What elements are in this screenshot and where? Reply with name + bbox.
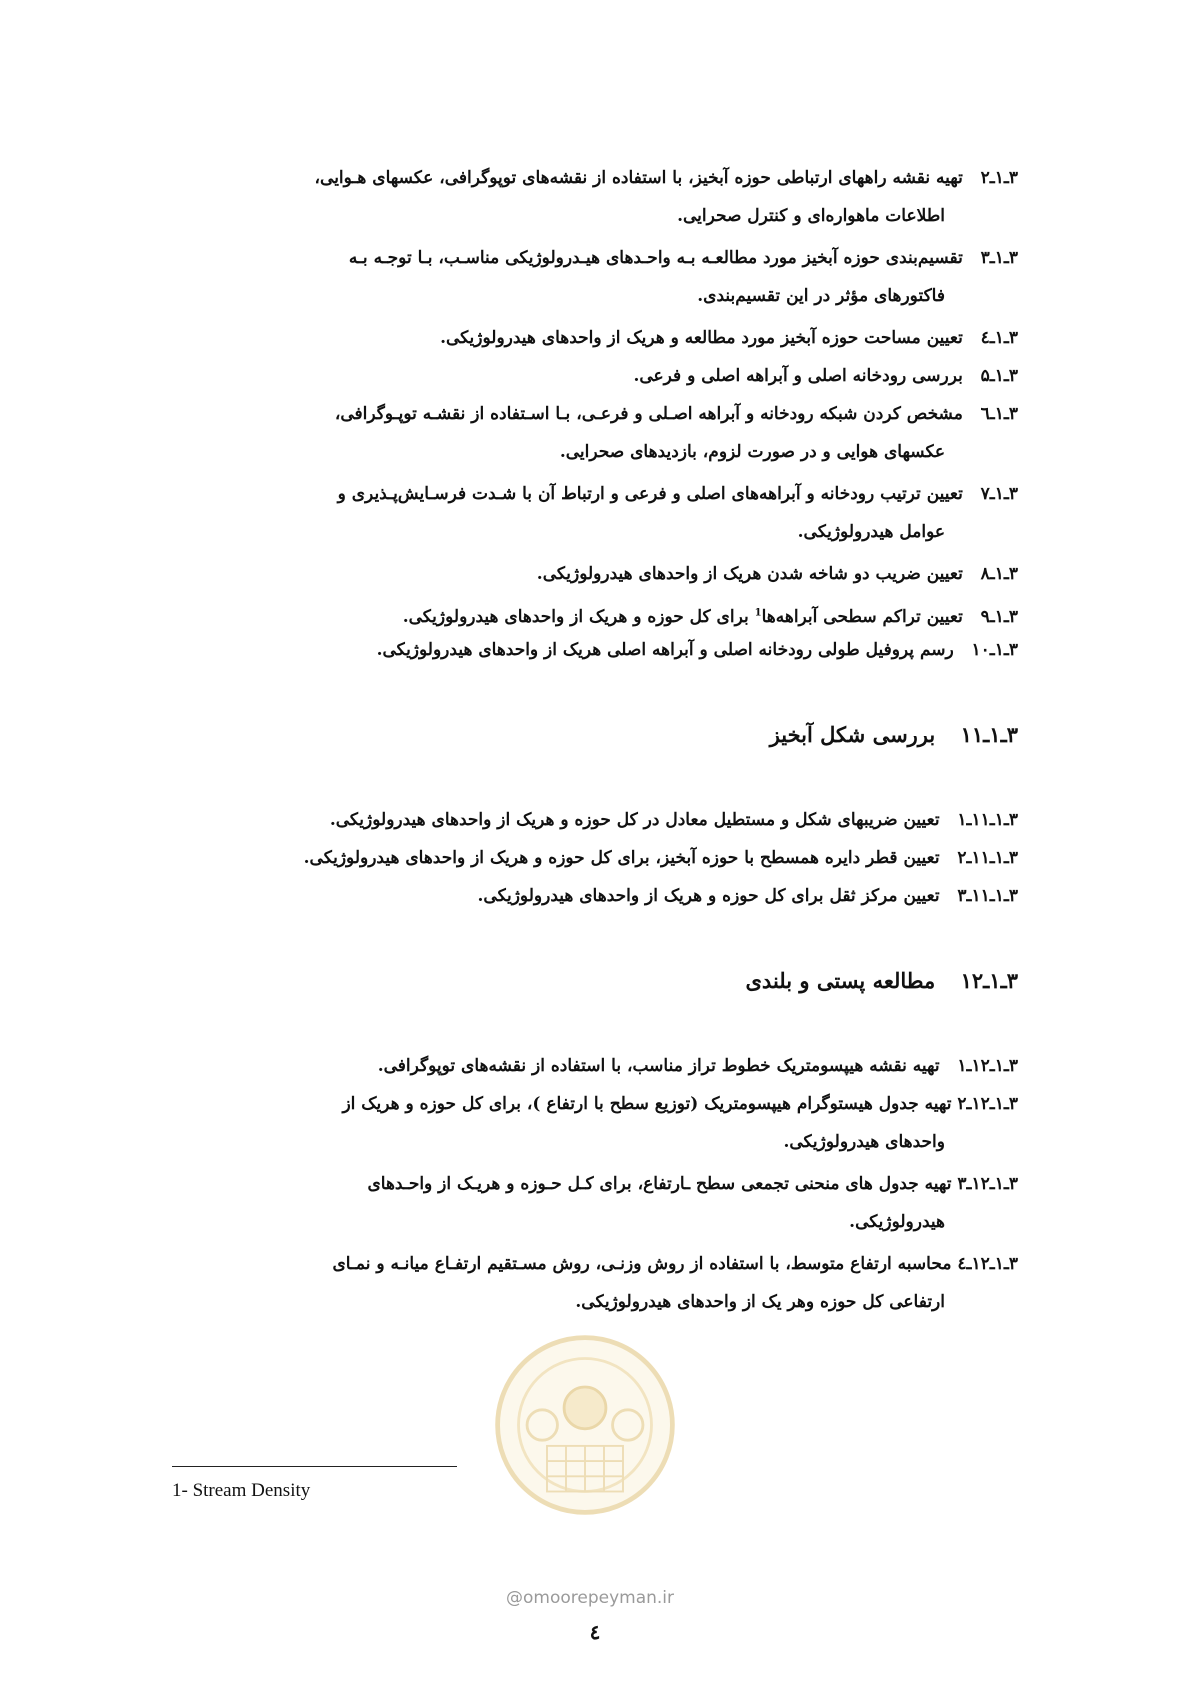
item-number: ۳ـ۱ـ۹ — [980, 606, 1018, 627]
item-text: تعیین مرکز ثقل برای کل حوزه و هریک از واحدهای هیدرولوژیکی. — [477, 886, 940, 906]
item-number: ۳ـ۱ـ۱۰ — [971, 640, 1018, 660]
item-text: تعیین مساحت حوزه آبخیز مورد مطالعه و هریک از واحدهای هیدرولوژیکی. — [440, 328, 963, 348]
item-number: ۳ـ۱ـ٤ — [980, 328, 1018, 348]
footnote: 1- Stream Density — [172, 1480, 311, 1501]
heading-number: ۳ـ۱ـ۱۱ — [960, 722, 1018, 747]
heading-title: مطالعه پستی و بلندی — [745, 968, 936, 993]
item-number: ۳ـ۱ـ۷ — [980, 484, 1018, 504]
list-item — [338, 476, 1018, 513]
item-number: ۳ـ۱ـ۱۱ـ۲ — [957, 848, 1018, 868]
list-item — [537, 556, 1018, 593]
heading-title: بررسی شکل آبخیز — [769, 722, 936, 747]
list-item — [335, 396, 1018, 433]
item-text: تهیه جدول های منحنی تجمعی سطح ـارتفاع، برای کـل حـوزه و هریـک از واحـدهای — [367, 1174, 952, 1194]
watermark-seal-icon — [490, 1330, 680, 1520]
list-item — [633, 358, 1018, 395]
item-number: ۳ـ۱ـ۸ — [980, 564, 1018, 584]
item-continuation: عکسهای هوایی و در صورت لزوم، بازدیدهای صحرایی. — [559, 442, 945, 462]
item-number: ۳ـ۱ـ٦ — [980, 404, 1018, 424]
item-text: محاسبه ارتفاع متوسط، با استفاده از روش وزنـی، روش مسـتقیم ارتفـاع میانـه و نمـای — [332, 1254, 952, 1274]
item-number: ۳ـ۱ـ۱۲ـ٤ — [957, 1254, 1018, 1274]
item-continuation: عوامل هیدرولوژیکی. — [797, 522, 945, 542]
list-item — [304, 840, 1018, 877]
item-number: ۳ـ۱ـ۱۲ـ۱ — [957, 1056, 1018, 1076]
heading-number: ۳ـ۱ـ۱۲ — [960, 968, 1018, 993]
section-heading — [746, 968, 1019, 993]
list-item — [330, 802, 1018, 839]
footnote-marker: 1 — [754, 607, 762, 618]
item-text: تعیین ضریب دو شاخه شدن هریک از واحدهای هیدرولوژیکی. — [536, 564, 963, 584]
item-text: رسم پروفیل طولی رودخانه اصلی و آبراهه اصلی هریک از واحدهای هیدرولوژیکی. — [376, 640, 954, 660]
item-text: تهیه نقشه راههای ارتباطی حوزه آبخیز، با استفاده از نقشه‌های توپوگرافی، عکسهای هـوایی، — [314, 168, 963, 188]
item-number: ۳ـ۱ـ۵ — [980, 366, 1018, 386]
item-number: ۳ـ۱ـ۱۱ـ۳ — [957, 886, 1018, 906]
list-item — [478, 878, 1018, 915]
item-continuation: فاکتورهای مؤثر در این تقسیم‌بندی. — [697, 286, 945, 306]
footnote-divider — [172, 1466, 457, 1467]
item-text: تعیین ضریبهای شکل و مستطیل معادل در کل حوزه و هریک از واحدهای هیدرولوژیکی. — [329, 810, 940, 830]
list-item — [332, 1246, 1018, 1283]
item-text: مشخص کردن شبکه رودخانه و آبراهه اصـلی و فرعـی، بـا اسـتفاده از نقشـه توپـوگرافی، — [334, 404, 963, 424]
list-item — [403, 594, 1018, 636]
item-text-post: برای کل حوزه و هریک از واحدهای هیدرولوژیکی. — [402, 606, 755, 627]
item-continuation: ارتفاعی کل حوزه وهر یک از واحدهای هیدرولوژیکی. — [575, 1292, 945, 1312]
item-number: ۳ـ۱ـ۳ — [980, 248, 1018, 268]
item-text — [403, 607, 963, 627]
list-item — [342, 1086, 1018, 1123]
list-item — [315, 160, 1018, 197]
item-continuation: هیدرولوژیکی. — [849, 1212, 945, 1232]
list-item — [367, 1166, 1018, 1203]
item-text: بررسی رودخانه اصلی و آبراهه اصلی و فرعی. — [633, 366, 963, 386]
item-continuation: اطلاعات ماهواره‌ای و کنترل صحرایی. — [677, 206, 945, 226]
item-number: ۳ـ۱ـ۱۱ـ۱ — [957, 810, 1018, 830]
item-text: تعیین قطر دایره همسطح با حوزه آبخیز، برای کل حوزه و هریک از واحدهای هیدرولوژیکی. — [303, 848, 940, 868]
list-item — [349, 240, 1018, 277]
list-item — [440, 320, 1018, 357]
item-number: ۳ـ۱ـ۲ — [980, 168, 1018, 188]
section-heading — [770, 722, 1018, 747]
item-text-pre: تعیین تراکم سطحی آبراهه‌ها — [761, 606, 963, 627]
list-item — [377, 632, 1018, 669]
item-number: ۳ـ۱ـ۱۲ـ۲ — [957, 1094, 1018, 1114]
item-text: تقسیم‌بندی حوزه آبخیز مورد مطالعـه بـه واحـدهای هیـدرولوژیکی مناسـب، بـا توجـه بـه — [348, 248, 963, 268]
watermark-site: @omoorepeyman.ir — [505, 1588, 675, 1608]
page-number: ٤ — [589, 1620, 601, 1644]
item-number: ۳ـ۱ـ۱۲ـ۳ — [957, 1174, 1018, 1194]
item-text: تهیه نقشه هیپسومتریک خطوط تراز مناسب، با استفاده از نقشه‌های توپوگرافی. — [377, 1056, 940, 1076]
item-text: تعیین ترتیب رودخانه و آبراهه‌های اصلی و فرعی و ارتباط آن با شـدت فرسـایش‌پـذیری و — [337, 484, 963, 504]
item-continuation: واحدهای هیدرولوژیکی. — [783, 1132, 945, 1152]
item-text: تهیه جدول هیستوگرام هیپسومتریک (توزیع سطح با ارتفاع )، برای کل حوزه و هریک از — [342, 1094, 952, 1114]
list-item — [378, 1048, 1018, 1085]
